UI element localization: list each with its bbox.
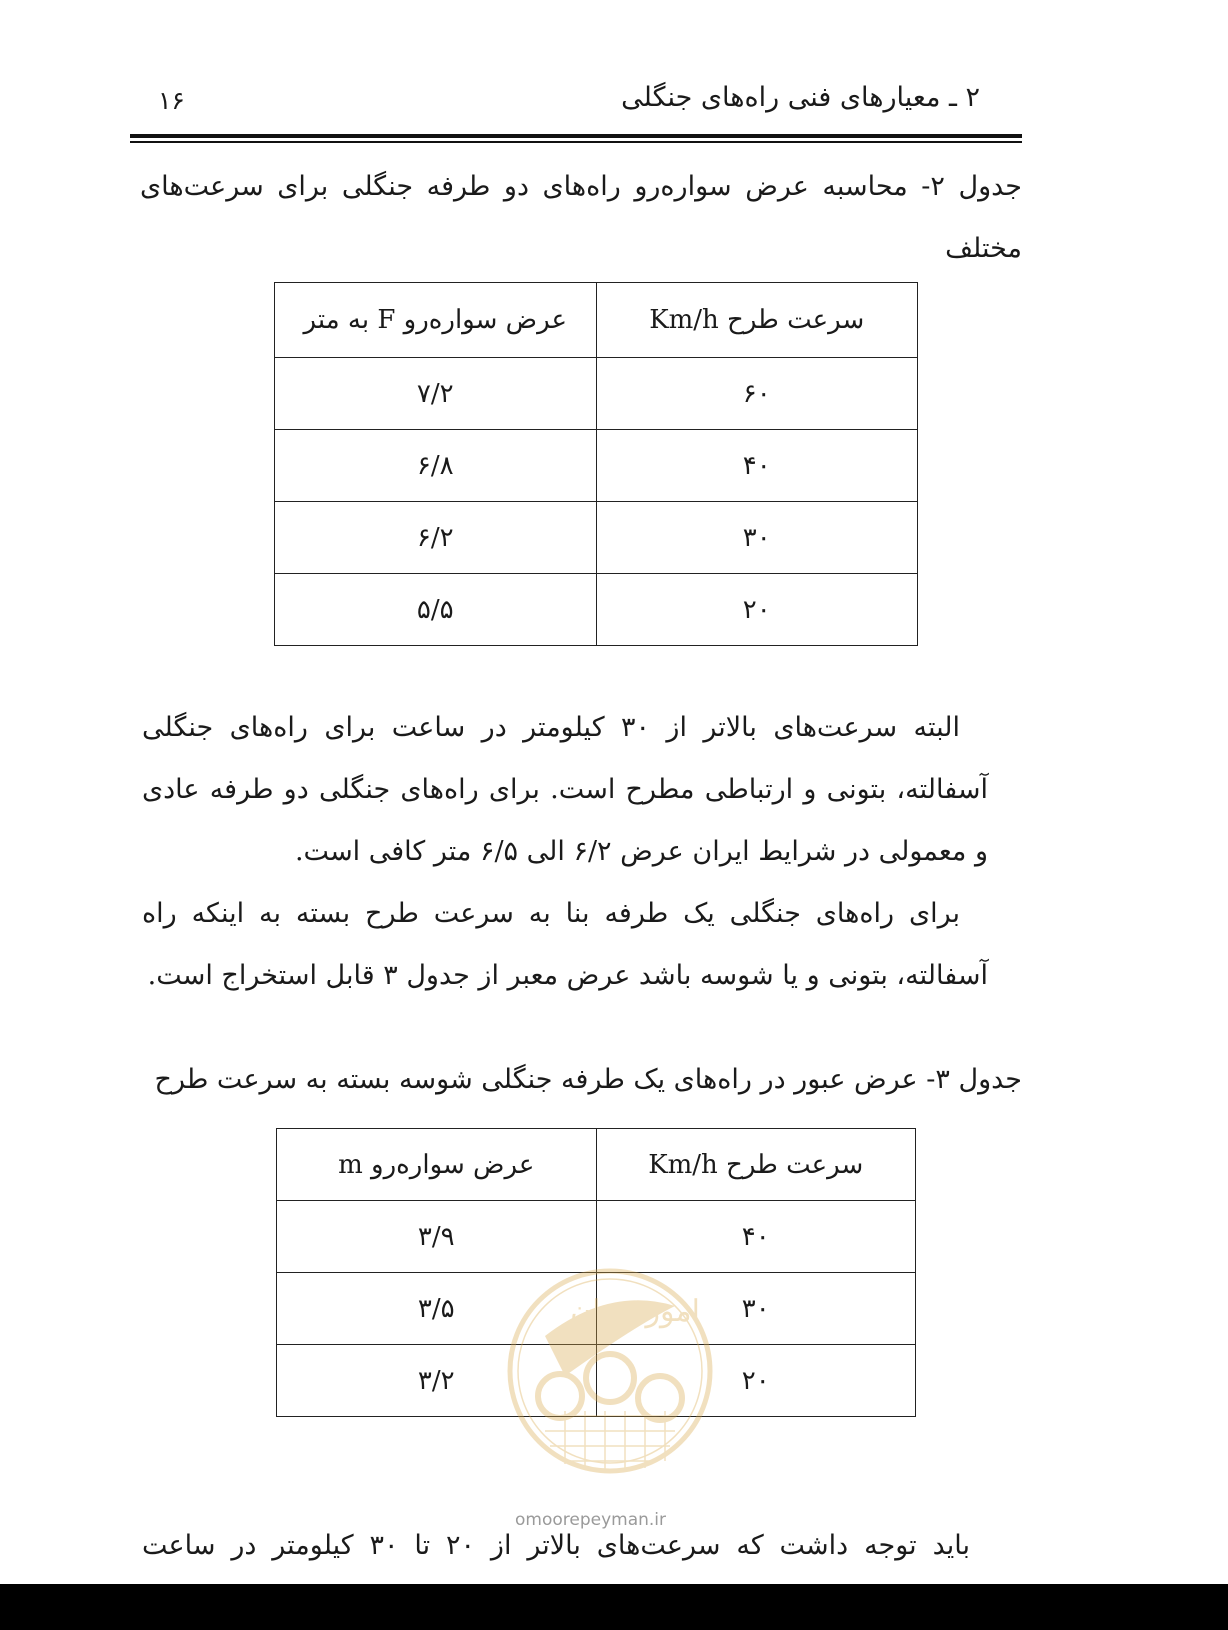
table-cell: ۳/۹ <box>277 1201 597 1273</box>
table-cell: ۳/۵ <box>277 1273 597 1345</box>
table-cell: ۶۰ <box>596 358 918 430</box>
header-rule-thin <box>130 141 1022 143</box>
table-header-cell: سرعت طرح Km/h <box>596 1129 916 1201</box>
table-cell: ۷/۲ <box>275 358 597 430</box>
table2 <box>274 282 918 646</box>
svg-text:امور پیمان: امور پیمان <box>570 1294 700 1329</box>
table-cell: ۶/۸ <box>275 430 597 502</box>
table-row <box>275 502 918 574</box>
table-row <box>275 574 918 646</box>
table-cell: ۳۰ <box>596 502 918 574</box>
paragraph: برای راه‌های جنگلی یک طرفه بنا به سرعت طرح بسته به اینکه راه آسفالته، بتونی و یا شوسه باشد عرض معبر از جدول ۳ قابل استخراج است. <box>142 898 988 991</box>
table-header-row <box>277 1129 916 1201</box>
table-header-cell: سرعت طرح Km/h <box>596 283 918 358</box>
table-cell: ۳۰ <box>596 1273 916 1345</box>
table-row <box>277 1201 916 1273</box>
table-header-row <box>275 283 918 358</box>
bottom-bar <box>0 1584 1228 1630</box>
table-row <box>275 430 918 502</box>
table-cell: ۲۰ <box>596 574 918 646</box>
table-header-cell: عرض سواره‌رو F به متر <box>275 283 597 358</box>
table3-caption: جدول ۳- عرض عبور در راه‌های یک طرفه جنگلی شوسه بسته به سرعت طرح <box>154 1064 1022 1095</box>
table2-caption: جدول ۲- محاسبه عرض سواره‌رو راه‌های دو طرفه جنگلی برای سرعت‌های مختلف <box>140 171 1022 264</box>
table-row <box>275 358 918 430</box>
page-number: ۱۶ <box>158 86 185 115</box>
table-cell: ۲۰ <box>596 1345 916 1417</box>
table-cell: ۶/۲ <box>275 502 597 574</box>
paragraph: البته سرعت‌های بالاتر از ۳۰ کیلومتر در ساعت برای راه‌های جنگلی آسفالته، بتونی و ارتباطی مطرح است. برای راه‌های جنگلی دو طرفه عادی و معمولی در شرایط ایران عرض ۶/۲ الی ۶/۵ متر کافی است. <box>142 712 988 867</box>
table-cell: ۵/۵ <box>275 574 597 646</box>
watermark-logo-icon <box>505 1266 715 1476</box>
chapter-title: ۲ ـ معیارهای فنی راه‌های جنگلی <box>621 82 980 113</box>
table-cell: ۴۰ <box>596 430 918 502</box>
watermark-url: omoorepeyman.ir <box>515 1510 667 1530</box>
table-cell: ۴۰ <box>596 1201 916 1273</box>
paragraph: باید توجه داشت که سرعت‌های بالاتر از ۲۰ تا ۳۰ کیلومتر در ساعت <box>142 1530 970 1561</box>
body-text <box>142 697 988 1007</box>
header-rule-thick <box>130 134 1022 138</box>
table-header-cell: عرض سواره‌رو m <box>277 1129 597 1201</box>
table-cell: ۳/۲ <box>277 1345 597 1417</box>
